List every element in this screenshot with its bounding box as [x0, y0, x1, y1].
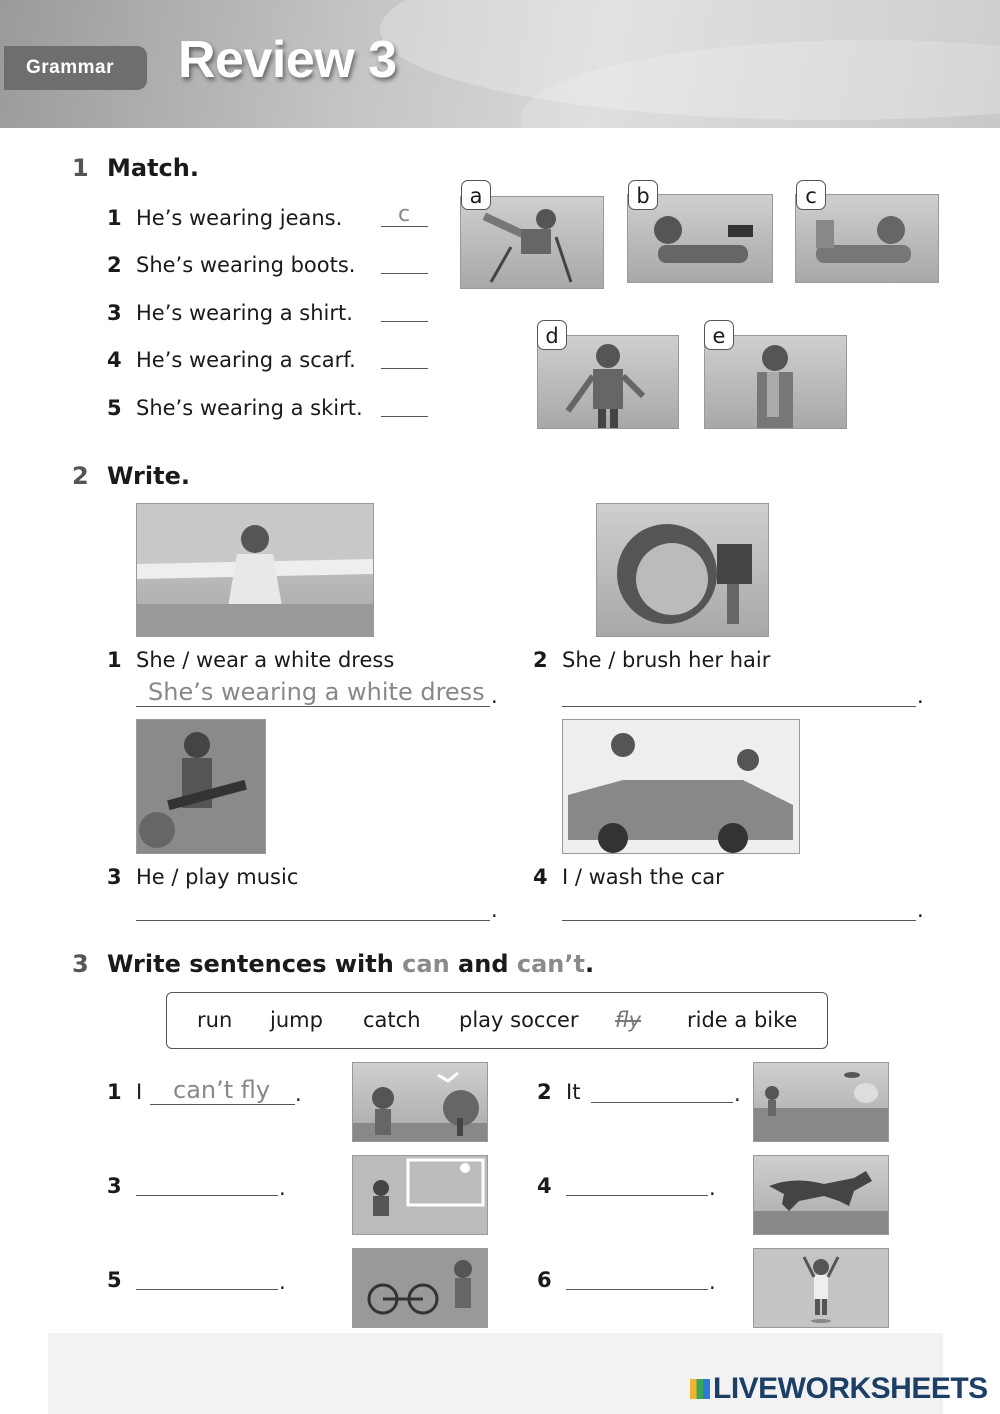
sentence-period: . — [709, 1176, 716, 1200]
picture-girl-jumping — [753, 1248, 889, 1328]
sentence-item-number: 1 — [107, 1080, 122, 1104]
write-item-number: 1 — [107, 648, 122, 672]
write-item-number: 4 — [533, 865, 548, 889]
sentence-period: . — [917, 684, 924, 708]
liveworksheets-logo[interactable]: LIVEWORKSHEETS — [690, 1372, 988, 1406]
match-item-number: 4 — [107, 348, 122, 372]
write-item-prompt: I / wash the car — [562, 865, 724, 889]
page-title: Review 3 — [178, 31, 397, 89]
write-item-number: 3 — [107, 865, 122, 889]
sentence-item-number: 5 — [107, 1268, 122, 1292]
sentence-item-number: 4 — [537, 1174, 552, 1198]
sentence-period: . — [734, 1082, 741, 1106]
word-bank-item-used: fly — [615, 1008, 641, 1032]
picture-boy-guitar — [136, 719, 266, 854]
match-item-text: He’s wearing a shirt. — [136, 301, 353, 325]
sentence-subject: It — [566, 1080, 581, 1104]
sentence-answer-text[interactable]: can’t fly — [173, 1076, 271, 1104]
picture-girl-singing — [136, 503, 374, 637]
match-item-text: She’s wearing a skirt. — [136, 396, 363, 420]
match-answer-line[interactable] — [381, 368, 428, 369]
match-answer-line[interactable] — [381, 321, 428, 322]
sentence-answer-line[interactable] — [566, 1195, 708, 1196]
word-bank-item: play soccer — [459, 1008, 579, 1032]
write-answer-line[interactable] — [136, 706, 490, 707]
sentence-answer-line[interactable] — [566, 1289, 708, 1290]
picture-girl-brushing — [596, 503, 769, 637]
sentence-item-number: 6 — [537, 1268, 552, 1292]
word-bank-item: catch — [363, 1008, 421, 1032]
match-answer-line[interactable] — [381, 273, 428, 274]
section-2-title: Write. — [107, 462, 190, 490]
sentence-subject: I — [136, 1080, 143, 1104]
header-banner — [0, 0, 1000, 128]
sentence-period: . — [491, 684, 498, 708]
picture-boy-bird — [352, 1062, 488, 1142]
liveworksheets-logo-icon — [690, 1379, 710, 1399]
picture-washing-car — [562, 719, 800, 854]
sentence-answer-line[interactable] — [136, 1195, 278, 1196]
section-2-number: 2 — [72, 462, 89, 490]
word-bank-item: run — [197, 1008, 233, 1032]
section-3-title: Write sentences with can and can’t. — [107, 950, 595, 978]
write-item-prompt: She / brush her hair — [562, 648, 771, 672]
match-item-text: He’s wearing a scarf. — [136, 348, 356, 372]
sentence-answer-line[interactable] — [591, 1102, 733, 1103]
match-item-text: He’s wearing jeans. — [136, 206, 343, 230]
sentence-period: . — [279, 1176, 286, 1200]
sentence-answer-line[interactable] — [136, 1289, 278, 1290]
picture-dog-catching — [753, 1062, 889, 1142]
write-answer-line[interactable] — [136, 920, 490, 921]
word-bank-item: ride a bike — [687, 1008, 798, 1032]
sentence-item-number: 3 — [107, 1174, 122, 1198]
picture-horse-running — [753, 1155, 889, 1235]
section-3-number: 3 — [72, 950, 89, 978]
section-1-title: Match. — [107, 154, 199, 182]
keyword-cant: can’t — [516, 950, 585, 978]
match-item-number: 1 — [107, 206, 122, 230]
section-1-number: 1 — [72, 154, 89, 182]
write-answer-text[interactable]: She’s wearing a white dress — [148, 678, 485, 706]
sentence-item-number: 2 — [537, 1080, 552, 1104]
picture-label-a: a — [461, 180, 491, 210]
write-item-prompt: He / play music — [136, 865, 299, 889]
match-answer-line[interactable] — [381, 416, 428, 417]
picture-label-c: c — [796, 180, 826, 210]
match-item-number: 2 — [107, 253, 122, 277]
keyword-can: can — [402, 950, 450, 978]
sentence-answer-line[interactable] — [150, 1104, 295, 1105]
write-answer-line[interactable] — [562, 706, 916, 707]
sentence-period: . — [917, 898, 924, 922]
grammar-tab: Grammar — [4, 46, 147, 90]
picture-label-d: d — [537, 320, 567, 350]
sentence-period: . — [295, 1082, 302, 1106]
sentence-period: . — [709, 1270, 716, 1294]
match-answer-text[interactable]: c — [398, 202, 411, 227]
write-item-prompt: She / wear a white dress — [136, 648, 395, 672]
picture-label-e: e — [704, 320, 734, 350]
sentence-period: . — [279, 1270, 286, 1294]
match-item-number: 5 — [107, 396, 122, 420]
word-bank-item: jump — [270, 1008, 323, 1032]
sentence-period: . — [491, 898, 498, 922]
write-item-number: 2 — [533, 648, 548, 672]
picture-boy-bike — [352, 1248, 488, 1328]
picture-boy-soccer — [352, 1155, 488, 1235]
picture-label-b: b — [628, 180, 658, 210]
match-item-number: 3 — [107, 301, 122, 325]
match-item-text: She’s wearing boots. — [136, 253, 356, 277]
write-answer-line[interactable] — [562, 920, 916, 921]
